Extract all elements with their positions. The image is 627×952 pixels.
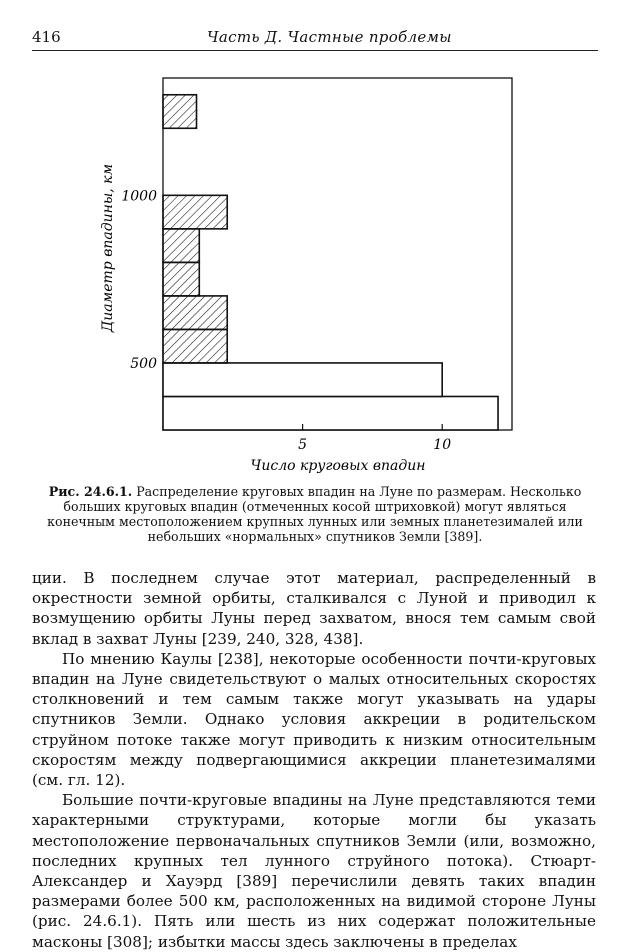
- y-axis-label: Диаметр впадины, км: [100, 163, 116, 333]
- hatched-bar: [163, 229, 199, 263]
- caption-label: Рис. 24.6.1.: [48, 484, 133, 499]
- hatched-bar: [163, 296, 227, 330]
- y-tick-label: 500: [130, 355, 157, 372]
- hatched-bar: [163, 95, 197, 129]
- body-text: [32, 568, 596, 952]
- paragraph: ции. В последнем случае этот материал, распределенный в окрестности земной орбиты, сталкивался с Луной и приводил к возмущению орбиты Луны перед захватом, внося тем самым свой вклад в захват Луны [239, 240, 328, 438].: [32, 569, 596, 648]
- x-tick-label: 10: [433, 437, 452, 453]
- hatched-bar: [163, 195, 227, 229]
- x-axis-label: Число круговых впадин: [250, 458, 426, 474]
- bar: [163, 396, 498, 430]
- y-tick-label: 1000: [121, 188, 157, 205]
- hatched-bar: [163, 329, 227, 363]
- bar: [163, 363, 442, 397]
- running-title: Часть Д. Частные проблемы: [207, 28, 452, 46]
- hatched-bar: [163, 262, 199, 296]
- x-tick-label: 5: [298, 437, 308, 453]
- page-number: 416: [32, 28, 61, 46]
- paragraph: Большие почти-круговые впадины на Луне представляются теми характерными структурами, которые могли бы указать местоположение первоначальных спутников Земли (или, возможно, последних крупных тел лунного струйного потока). Стюарт-Александер и Хауэрд [389] перечислили девять таких впадин размерами более 500 км, расположенных на видимой стороне Луны (рис. 24.6.1). Пять или шесть из них содержат положительные масконы [308]; избытки массы здесь заключены в пределах: [32, 791, 596, 951]
- bar-group: [163, 95, 498, 430]
- paragraph: По мнению Каулы [238], некоторые особенности почти-круговых впадин на Луне свидетельствуют о малых относительных скоростях столкновений и тем самым также могут указывать на удары спутников Земли. Однако условия аккреции в родительском струйном потоке также могут приводить к низким относительным скоростям между подвергающимися аккреции планетезималями (см. гл. 12).: [32, 649, 596, 790]
- figure-caption: [30, 484, 600, 544]
- caption-text: Распределение круговых впадин на Луне по размерам. Несколько больших круговых впадин (отмеченных косой штриховкой) могут являться конечным местоположением крупных лунных или земных планетезималей или небольших «нормальных» спутников Земли [389].: [47, 484, 583, 544]
